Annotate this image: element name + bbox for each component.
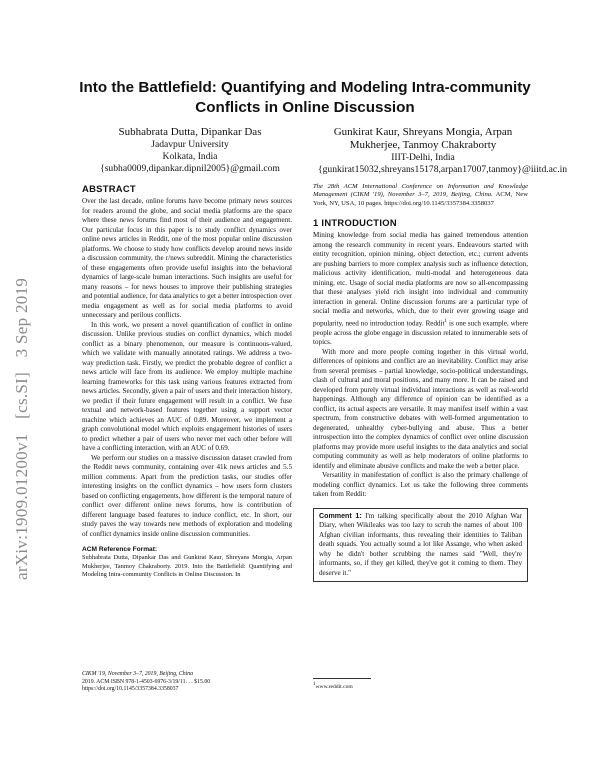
paper-title: Into the Battlefield: Quantifying and Modeling Intra-community Conflicts in Online Discussion: [79, 79, 531, 116]
comment-box: [313, 508, 528, 583]
arxiv-date: 3 Sep 2019: [12, 277, 31, 358]
acm-reference: [82, 546, 292, 580]
acm-reference-text: Subhabrata Dutta, Dipankar Das and Gunkirat Kaur, Shreyans Mongia, Arpan Mukherjee, Tanmoy Chakraborty. 2019. Into the Battlefield: Quantifying and Modeling Intra-community Conflicts in Online Discussion. In: [82, 554, 292, 579]
footnote: [313, 682, 353, 690]
acm-reference-heading: ACM Reference Format:: [82, 546, 158, 553]
introduction-heading: 1 INTRODUCTION: [313, 217, 397, 229]
author-location: Kolkata, India: [162, 151, 218, 163]
copyright-doi[interactable]: https://doi.org/10.1145/3357384.3358037: [82, 686, 179, 692]
copyright-conference: CIKM '19, November 3–7, 2019, Beijing, China: [82, 671, 194, 677]
author-names-line2: Mukherjee, Tanmoy Chakraborty: [349, 139, 497, 151]
introduction-paragraph-1: [313, 231, 528, 347]
conference-note-italic: The 28th ACM International Conference on Information and Knowledge Management (CIKM '19), November 3–7, 2019, Beijing, China.: [313, 183, 528, 199]
copyright-isbn: 2019. ACM ISBN 978-1-4503-6976-3/19/11. . . $15.00: [82, 678, 211, 685]
author-email: {gunkirat15032,shreyans15178,arpan17007,tanmoy}@iiitd.ac.in: [318, 164, 568, 176]
author-affiliation: Jadavpur University: [151, 139, 229, 150]
arxiv-id: arXiv:1909.01200v1: [12, 433, 31, 580]
footnote-number: 1: [313, 682, 316, 687]
intro-p1-text: Mining knowledge from social media has gained tremendous attention among the research community in recent years. Endeavours started with entity recognition, opinion mining, object detection, etc.; current advents are pushing barriers to more complex analysis such as influence detection, malicious activity identification, multi-modal and heterogeneous data mining, etc. Usage of social media platforms are now so all-encompassing that these analyses yield rich insight into individual and community interaction in general. Online discussion forums are a particular type of social media and networks, which, due to their ever growing usage and popularity, need no introduction today. Reddit: [313, 231, 528, 328]
copyright-block: [82, 671, 292, 694]
footnote-divider: [313, 678, 371, 679]
right-column: [313, 183, 528, 582]
comment-label: Comment 1:: [319, 511, 362, 520]
arxiv-stamp: [12, 268, 32, 580]
author-names: Subhabrata Dutta, Dipankar Das: [118, 126, 262, 138]
abstract-heading: ABSTRACT: [82, 183, 136, 194]
author-names-line1: Gunkirat Kaur, Shreyans Mongia, Arpan: [333, 126, 513, 138]
abstract-paragraph-2: In this work, we present a novel quantification of conflict in online discussion. Unlike previous studies on conflict dynamics, which model conflict as a binary phenomenon, our measure is continuous-valued, which we validate with manually annotated ratings. We address a two-way prediction task. Firstly, we predict the probable degree of conflict a news article will face from its audience. We employ multiple machine learning frameworks for this task using various features extracted from news articles. Secondly, given a pair of users and their interaction history, we predict if their future engagement will result in a conflict. We fuse textual and network-based features together using a support vector machine which achieves an AUC of 0.89. Moreover, we implement a graph convolutional model which exploits engagement histories of users to predict whether a pair of users who never met each other before will have a conflicting interaction, with an AUC of 0.69.: [82, 320, 292, 452]
introduction-paragraph-3: Versatility in manifestation of conflict is also the primary challenge of modeling conflict dynamics. Let us take the following three comments taken from Reddit:: [313, 471, 528, 499]
abstract-paragraph-3: We perform our studies on a massive discussion dataset crawled from the Reddit news community, containing over 41k news articles and 5.5 million comments. Apart from the prediction tasks, our studies offer interesting insights on the conflict dynamics – how users form clusters based on conflicting engagements, how different is the temporal nature of conflict over different online news forums, how is contribution of different language based features to induce conflict, etc. In short, our study paves the way towards new methods of exploration and modeling of conflict dynamics inside online discussion communities.: [82, 453, 292, 538]
footnote-text[interactable]: www.reddit.com: [315, 683, 353, 690]
author-block-left: [90, 126, 290, 176]
author-email: {subha0009,dipankar.dipnil2005}@gmail.com: [100, 163, 280, 175]
left-column: [82, 183, 292, 580]
footnote-mark[interactable]: 1: [444, 318, 447, 324]
author-affiliation: IIIT-Delhi, India: [391, 152, 455, 163]
conference-note-rest: ACM, New York, NY, USA, 10 pages. https://doi.org/10.1145/3357384.3358037: [313, 191, 528, 207]
author-block-right: [318, 126, 568, 176]
introduction-paragraph-2: With more and more people coming together in this virtual world, differences of opinions and conflict are an inevitability. Conflict may arise from several premises – partial knowledge, socio-political understandings, clash of cultural and moral positions, and many more. It can be raised and developed from purely virtual individual interactions as well as real-world happenings. Although any difference of opinion can be identified as a conflict, its actual aspects are versatile. It may manifest itself within a vast spectrum, from constructive debates with well-formed argumentation to degenerated, unhealthy cyber-bullying and abuse. Thus a better introspection into the complex dynamics of conflict over online discussion platforms may provide more useful insights to the data analytics and social computing community as well as help moderators of online platforms to identify and eliminate abusive conflicts and make the web a better place.: [313, 347, 528, 470]
arxiv-category: [cs.SI]: [12, 371, 31, 419]
comment-text: I'm talking specifically about the 2010 Afghan War Diary, when Wikileaks was too lazy to scrub the names of about 100 Afghan civilian informants, thus revealing their identities to Taliban death squads. You actually sound a lot like Assange, who when asked why he didn't bother scrubbing the names said "Well, they're informants, so, if they get killed, they've got it coming to them. They deserve it.": [319, 511, 522, 577]
intro-p1-text-cont: is one such example, where people across the globe engage in discussion related to innumerable sets of topics.: [313, 319, 528, 347]
abstract-paragraph-1: Over the last decade, online forums have become primary news sources for readers around the globe, and social media platforms are the space where these news forums find most of their audience and engagement. Our particular focus in this paper is to study conflict dynamics over online news articles in Reddit, one of the most popular online discussion platforms. We choose to study how conflicts develop around news inside a discussion community, the r/news subreddit. Mining the characteristics of these engagements often provide useful insights into the behavioral dynamics of large-scale human interactions. Such insights are useful for many reasons – for news houses to improve their publishing strategies and potential audience, for data analytics to get a better introspection over media engagement as well as for social media platforms to avoid unnecessary and perilous conflicts.: [82, 197, 292, 319]
conference-note: [313, 183, 528, 208]
